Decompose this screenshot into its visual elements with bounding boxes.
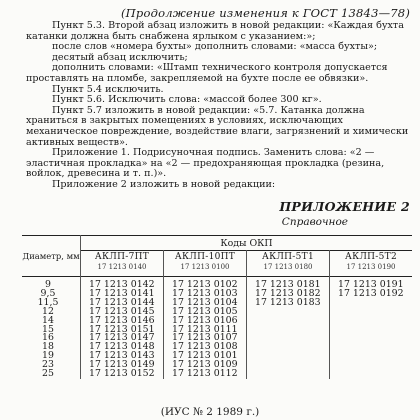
- okp-codes-table: [22, 235, 412, 379]
- code-cell: [247, 334, 330, 343]
- code-cell: 17 1213 0109: [164, 361, 247, 370]
- code-cell: 17 1213 0144: [81, 299, 164, 308]
- appendix-title: ПРИЛОЖЕНИЕ 2: [279, 199, 410, 214]
- code-cell: [330, 343, 413, 352]
- table-row: [22, 370, 412, 379]
- code-cell: 17 1213 0103: [164, 290, 247, 299]
- paragraph: Приложение 2 изложить в новой редакции:: [52, 178, 276, 190]
- code-cell: 17 1213 0183: [247, 299, 330, 308]
- code-cell: 17 1213 0112: [164, 370, 247, 379]
- code-cell: 17 1213 0191: [330, 277, 413, 290]
- column-header: [164, 251, 247, 277]
- code-cell: 17 1213 0111: [164, 326, 247, 335]
- code-cell: [247, 308, 330, 317]
- column-code: 17 1213 0100: [180, 263, 230, 271]
- column-header: [330, 251, 413, 277]
- diameter-cell: 18: [42, 341, 54, 353]
- page-header: (Продолжение изменения к ГОСТ 13843—78): [121, 6, 410, 20]
- paragraph: Пункт 5.7 изложить в новой редакции: «5.7. Катанка должна храниться в закрытых помещениях в условиях, исключающих механическое повреждение, воздействие влаги, загрязнений и химически активных веществ».: [26, 104, 409, 148]
- code-cell: 17 1213 0145: [81, 308, 164, 317]
- diameter-cell: 19: [42, 350, 54, 362]
- diameter-cell: 12: [42, 305, 54, 317]
- column-code: 17 1213 0180: [263, 263, 313, 271]
- paragraph: дополнить словами: «Штамп технического контроля допускается проставлять на пломбе, закрепляемой на бухте после ее обвязки».: [26, 62, 388, 84]
- code-cell: 17 1213 0181: [247, 277, 330, 290]
- paragraph: Приложение 1. Подрисуночная подпись. Заменить слова: «2 — эластичная прокладка» на «2 — предохраняющая прокладка (резина, войлок, древесина и т. п.)».: [26, 147, 385, 180]
- code-cell: [330, 299, 413, 308]
- diameter-cell: 9,5: [40, 287, 56, 299]
- code-cell: 17 1213 0148: [81, 343, 164, 352]
- code-cell: [330, 317, 413, 326]
- code-cell: 17 1213 0151: [81, 326, 164, 335]
- column-name: АКЛП-10ПТ: [174, 252, 236, 262]
- column-header: [247, 251, 330, 277]
- code-cell: [247, 370, 330, 379]
- diameter-header: Диаметр, мм: [22, 251, 80, 261]
- code-cell: 17 1213 0106: [164, 317, 247, 326]
- code-cell: 17 1213 0143: [81, 352, 164, 361]
- page-footer: (ИУС № 2 1989 г.): [160, 406, 260, 418]
- code-cell: 17 1213 0142: [81, 277, 164, 290]
- column-name: АКЛП-5Т2: [344, 252, 398, 262]
- diameter-cell: 11,5: [37, 296, 59, 308]
- code-cell: 17 1213 0182: [247, 290, 330, 299]
- code-cell: [330, 352, 413, 361]
- column-code: 17 1213 0140: [97, 263, 147, 271]
- table-body: [22, 277, 412, 379]
- code-cell: [330, 370, 413, 379]
- code-cell: 17 1213 0147: [81, 334, 164, 343]
- column-name: АКЛП-7ПТ: [94, 252, 150, 262]
- code-cell: 17 1213 0149: [81, 361, 164, 370]
- code-cell: 17 1213 0108: [164, 343, 247, 352]
- appendix-subtitle: Справочное: [281, 216, 348, 228]
- diameter-cell: 25: [42, 368, 54, 380]
- code-cell: 17 1213 0146: [81, 317, 164, 326]
- amendment-text: [26, 21, 412, 191]
- paragraph: десятый абзац исключить;: [52, 51, 188, 63]
- diameter-cell: 15: [42, 323, 54, 335]
- paragraph: Пункт 5.6. Исключить слова: «массой более 300 кг».: [52, 94, 322, 106]
- code-cell: 17 1213 0101: [164, 352, 247, 361]
- column-header: [81, 251, 164, 277]
- code-cell: [330, 326, 413, 335]
- column-name: АКЛП-5Т1: [261, 252, 315, 262]
- diameter-cell: 9: [45, 279, 51, 290]
- code-cell: [247, 352, 330, 361]
- code-cell: [330, 334, 413, 343]
- code-cell: 17 1213 0192: [330, 290, 413, 299]
- column-code: 17 1213 0190: [346, 263, 396, 271]
- code-cell: 17 1213 0107: [164, 334, 247, 343]
- code-cell: 17 1213 0104: [164, 299, 247, 308]
- code-cell: 17 1213 0102: [164, 277, 247, 290]
- paragraph: Пункт 5.4 исключить.: [52, 83, 164, 95]
- code-cell: [247, 317, 330, 326]
- code-cell: [247, 361, 330, 370]
- diameter-cell: 14: [42, 314, 54, 326]
- code-cell: [247, 343, 330, 352]
- paragraph: Пункт 5.3. Второй абзац изложить в новой редакции: «Каждая бухта катанки должна быть снабжена ярлыком с указанием:»;: [26, 20, 404, 42]
- code-cell: 17 1213 0141: [81, 290, 164, 299]
- code-cell: [247, 326, 330, 335]
- codes-header: Коды ОКП: [81, 236, 413, 251]
- paragraph: после слов «номера бухты» дополнить словами: «масса бухты»;: [52, 41, 378, 53]
- code-cell: 17 1213 0105: [164, 308, 247, 317]
- code-cell: [330, 308, 413, 317]
- diameter-cell: 23: [42, 359, 54, 371]
- code-cell: 17 1213 0152: [81, 370, 164, 379]
- diameter-cell: 16: [42, 332, 54, 344]
- code-cell: [330, 361, 413, 370]
